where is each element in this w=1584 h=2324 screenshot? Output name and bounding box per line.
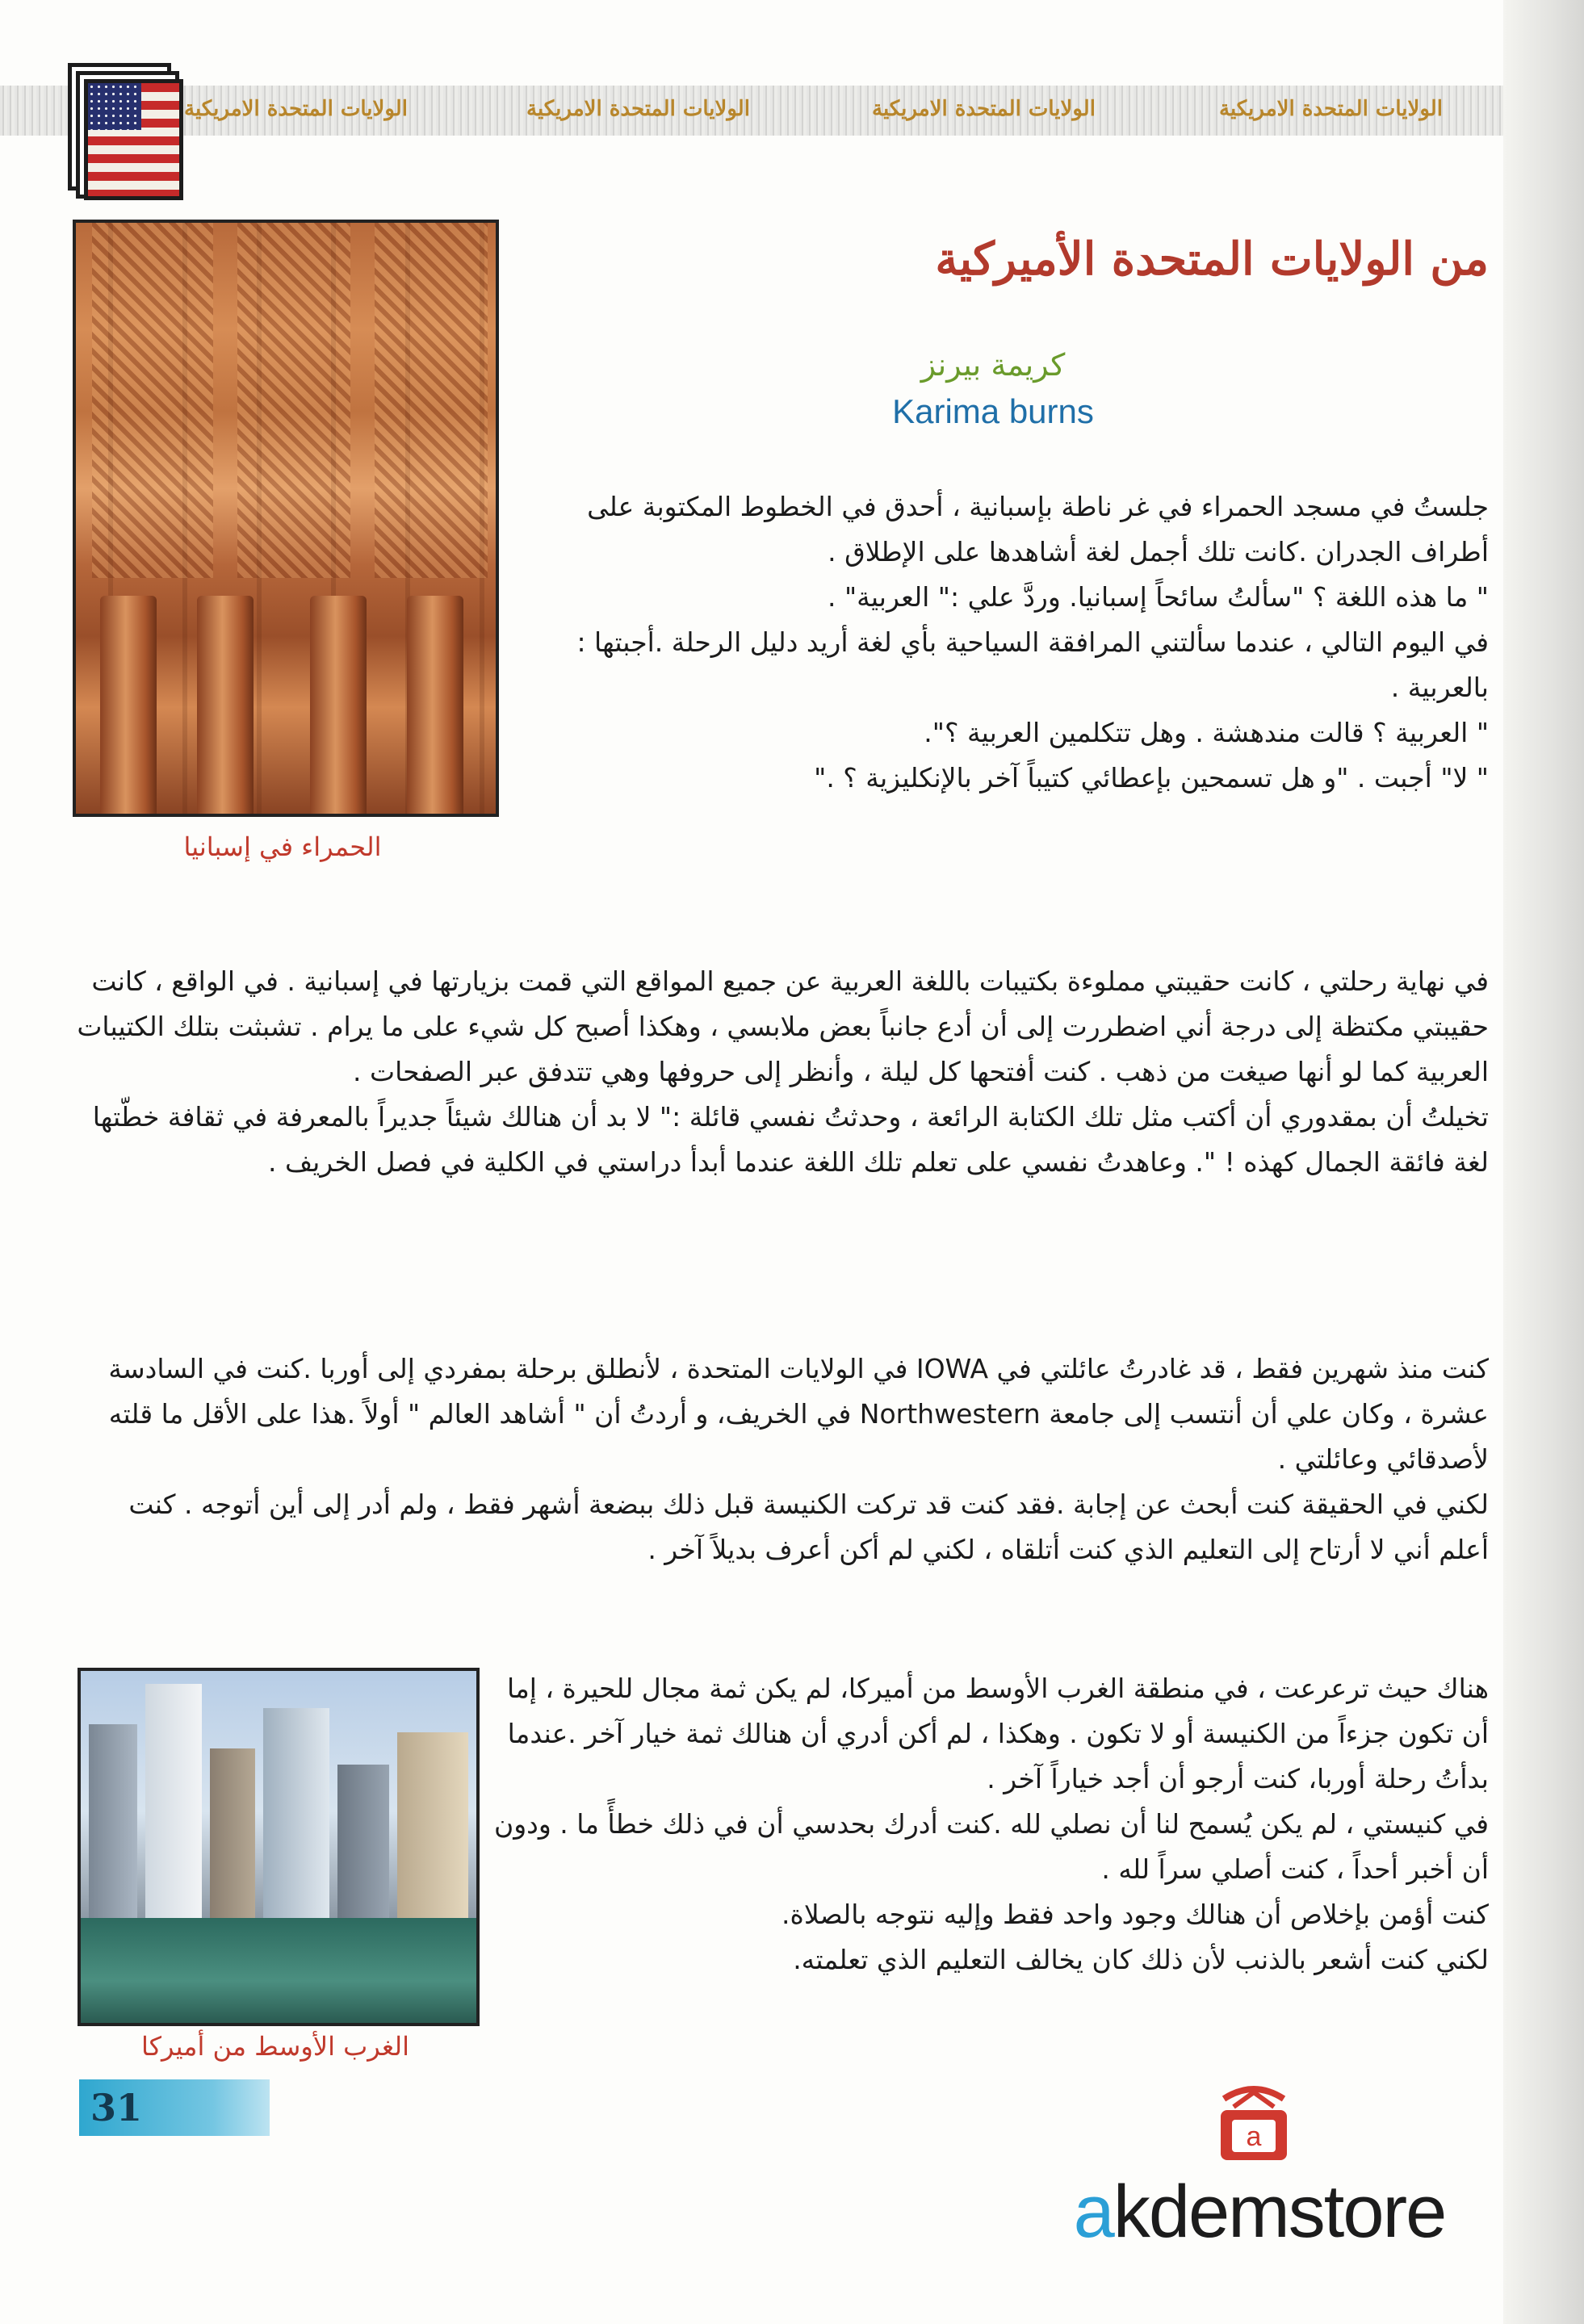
brand-watermark (1050, 2170, 1469, 2255)
paragraph: كنت أؤمن بإخلاص أن هنالك وجود واحد فقط وإليه نتوجه بالصلاة. (782, 1899, 1489, 1930)
header-label: الولايات المتحدة الامريكية (1219, 97, 1443, 121)
paragraph: لكني كنت أشعر بالذنب لأن ذلك كان يخالف التعليم الذي تعلمته. (793, 1944, 1489, 1975)
page-edge (1503, 0, 1584, 2324)
paragraph: لكني في الحقيقة كنت أبحث عن إجابة .فقد كنت قد تركت الكنيسة قبل ذلك ببضعة أشهر فقط ، ولم أدر إلى أين أتوجه . كنت أعلم أني لا أرتاح إلى التعليم الذي كنت أتلقاه ، لكني لم أكن أعرف بديلاً آخر . (128, 1489, 1489, 1565)
alhambra-photo (73, 220, 499, 817)
paragraph: هناك حيث ترعرعت ، في منطقة الغرب الأوسط من أميركا، لم يكن ثمة مجال للحيرة ، إما أن تكون جزءاً من الكنيسة أو لا تكون . وهكذا ، لم أكن أدري أن هنالك ثمة خيار آخر .عندما بدأتُ رحلة أوربا، كنت أرجو أن أجد خياراً آخر . (507, 1673, 1489, 1794)
brand-name: kdemstore (1113, 2171, 1446, 2253)
photo-building (337, 1765, 389, 1926)
brand-letter-a: a (1073, 2171, 1113, 2253)
article-section (517, 484, 1489, 801)
photo-building (397, 1732, 468, 1926)
alhambra-caption: الحمراء في إسبانيا (183, 831, 382, 862)
photo-river (81, 1918, 476, 2023)
us-flag-icon (68, 63, 181, 200)
photo-building (263, 1708, 329, 1926)
svg-text:a: a (1246, 2121, 1262, 2152)
author-arabic: كريمة بيرنز (920, 347, 1066, 383)
paragraph: " العربية ؟ قالت مندهشة . وهل تتكلمين العربية ؟". (924, 717, 1489, 748)
header-label: الولايات المتحدة الامريكية (872, 97, 1096, 121)
photo-texture (375, 223, 488, 578)
photo-texture (237, 223, 350, 578)
article-title: من الولايات المتحدة الأميركية (935, 232, 1489, 286)
paragraph: " ما هذه اللغة ؟ "سألتُ سائحاً إسبانيا. وردَّ علي :" العربية" . (827, 581, 1489, 613)
paragraph: في نهاية رحلتي ، كانت حقيبتي مملوءة بكتيبات باللغة العربية عن جميع المواقع التي قمت بزيارتها في إسبانية . في الواقع ، كانت حقيبتي مكتظة إلى درجة أني اضطررت إلى أن أدع جانباً بعض ملابسي ، وهكذا أصبح كل شيء على ما يرام . تشبثت بتلك الكتيبات العربية كما لو أنها صيغت من ذهب . كنت أفتحها كل ليلة ، وأنظر إلى حروفها وهي تتدفق عبر الصفحات . (77, 965, 1489, 1087)
photo-column (197, 596, 254, 814)
paragraph: كنت منذ شهرين فقط ، قد غادرتُ عائلتي في IOWA في الولايات المتحدة ، لأنطلق برحلة بمفردي إلى أوربا .كنت في السادسة عشرة ، وكان علي أن أنتسب إلى جامعة Northwestern في الخريف، و أردتُ أن " أشاهد العالم " أولاً .هذا على الأقل ما قلته لأصدقائي وعائلتي . (108, 1353, 1489, 1475)
photo-texture (92, 223, 213, 578)
photo-building (145, 1684, 202, 1926)
photo-column (310, 596, 367, 814)
city-caption: الغرب الأوسط من أميركا (141, 2031, 409, 2062)
flag-canton (88, 83, 141, 130)
article-section (492, 1666, 1489, 1983)
author-english: Karima burns (892, 392, 1094, 430)
photo-column (100, 596, 157, 814)
paragraph: في اليوم التالي ، عندما سألتني المرافقة السياحية بأي لغة أريد دليل الرحلة .أجبتها : بالعربية . (576, 626, 1489, 703)
paragraph: جلستُ في مسجد الحمراء في غر ناطة بإسبانية ، أحدق في الخطوط المكتوبة على أطراف الجدران .كانت تلك أجمل لغة أشاهدها على الإطلاق . (587, 491, 1489, 567)
article-section (74, 1346, 1489, 1572)
us-flag (84, 79, 183, 200)
chicago-photo (78, 1668, 480, 2026)
paragraph: " لا" أجبت . "و هل تسمحين بإعطائي كتيباً آخر بالإنكليزية ؟ ." (814, 762, 1489, 794)
photo-building (89, 1724, 137, 1926)
photo-building (210, 1748, 255, 1926)
paragraph: تخيلتُ أن بمقدوري أن أكتب مثل تلك الكتابة الرائعة ، وحدثتُ نفسي قائلة :" لا بد أن هنالك شيئاً جديراً بالمعرفة في ثقافة خطّتها لغة فائقة الجمال كهذه ! ". وعاهدتُ نفسي على تعلم تلك اللغة عندما أبدأ دراستي في الكلية في فصل الخريف . (92, 1101, 1489, 1178)
book-logo-icon (1209, 2075, 1298, 2165)
header-label: الولايات المتحدة الامريكية (526, 97, 750, 121)
article-section (74, 959, 1489, 1185)
photo-column (407, 596, 463, 814)
paragraph: في كنيستي ، لم يكن يُسمح لنا أن نصلي لله .كنت أدرك بحدسي أن في ذلك خطأً ما . ودون أن أخبر أحداً ، كنت أصلي سراً لله . (493, 1808, 1489, 1885)
header-label: الولايات المتحدة الامريكية (184, 97, 408, 121)
page-number: 31 (90, 2086, 143, 2129)
